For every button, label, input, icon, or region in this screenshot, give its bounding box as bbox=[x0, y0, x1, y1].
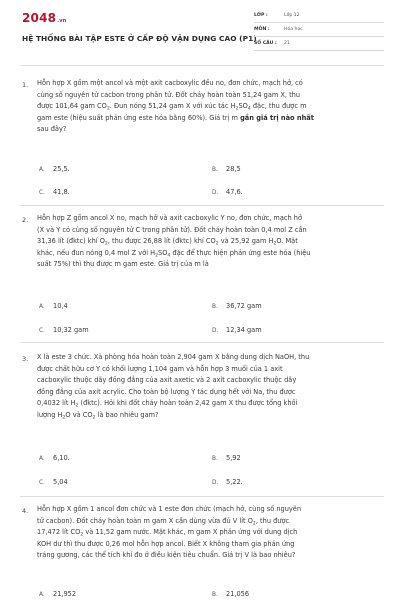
answer-option-c[interactable]: C. 10,32 gam bbox=[39, 326, 89, 334]
answer-option-a[interactable]: A. 21,952 bbox=[39, 590, 77, 598]
question-line: Hỗn hợp X gồm một ancol và một axit cacboxylic đều no, đơn chức, mạch hở, có bbox=[37, 79, 303, 87]
divider bbox=[20, 496, 384, 497]
question-text bbox=[37, 504, 388, 562]
question-text bbox=[37, 352, 388, 421]
answer-option-b[interactable]: B. 36,72 gam bbox=[212, 302, 262, 310]
answer-option-b[interactable]: B. 28,5 bbox=[212, 165, 241, 173]
meta-subject-row bbox=[254, 23, 384, 37]
question-line: (X và Y có cùng số nguyên tử C trong phân tử). Đốt cháy hoàn toàn 0,4 mol Z cần bbox=[37, 225, 307, 234]
question-line: X là este 3 chức. Xà phòng hóa hoàn toàn 2,904 gam X bằng dung dịch NaOH, thu bbox=[37, 353, 310, 361]
answer-option-b[interactable]: B. 21,056 bbox=[212, 590, 250, 598]
answer-option-a[interactable]: A. 25,5. bbox=[39, 165, 70, 173]
question-number: 2. bbox=[22, 216, 29, 224]
question-line: 17,472 lít $CO_2$ và 11,52 gam nước. Mặt khác, m gam X phản ứng với dung dịch bbox=[37, 528, 298, 538]
question-line: tráng gương, các thể tích khí đo ở điều kiện tiêu chuẩn. Giá trị V là bao nhiêu? bbox=[37, 551, 296, 559]
question-number: 3. bbox=[22, 355, 29, 363]
divider bbox=[20, 342, 384, 343]
meta-value: 21 bbox=[284, 41, 290, 46]
meta-label: SỐ CÂU : bbox=[254, 41, 277, 46]
question-line: suất 75%) thì thu được m gam este. Giá trị của m là bbox=[37, 260, 209, 268]
meta-count-row bbox=[254, 37, 384, 51]
answer-option-d[interactable]: D. 5,22. bbox=[212, 478, 243, 486]
question-line: được 101,64 gam $CO_2$. Đun nóng 51,24 gam X với xúc tác $H_2SO_4$ đặc, thu được m bbox=[37, 102, 307, 112]
answer-option-c[interactable]: C. 41,8. bbox=[39, 188, 70, 196]
answer-option-d[interactable]: D. 12,34 gam bbox=[212, 326, 262, 334]
meta-class-row bbox=[254, 9, 384, 23]
question-number: 1. bbox=[22, 81, 29, 89]
question-line: 0,4032 lít $H_2$ (đktc). Hỏi khi đốt cháy hoàn toàn 2,42 gam X thu được tổng khối bbox=[37, 399, 298, 409]
question-line: cùng số nguyên tử cacbon trong phân tử. Đốt cháy hoàn toàn 51,24 gam X, thu bbox=[37, 90, 301, 99]
document-meta bbox=[254, 9, 384, 51]
question-line: KOH dư thì thu được 0,26 mol hỗn hợp ancol. Biết X không tham gia phản ứng bbox=[37, 539, 295, 548]
meta-value: Hóa học bbox=[284, 27, 303, 32]
question-line: lượng $H_2O$ và $CO_2$ là bao nhiêu gam? bbox=[37, 410, 159, 420]
question-line: cacboxylic thuộc dãy đồng đẳng của axit axetic và 2 axit cacboxylic thuộc dãy bbox=[37, 376, 297, 384]
page-header bbox=[0, 0, 400, 62]
answer-option-c[interactable]: C. 5,04 bbox=[39, 478, 68, 486]
question-line: đồng đẳng của axit acrylic. Cho toàn bộ lượng Y tác dụng hết với Na, thu được bbox=[37, 387, 296, 396]
answer-option-a[interactable]: A. 6,10. bbox=[39, 454, 70, 462]
meta-value: Lớp 12 bbox=[284, 13, 300, 18]
meta-label: LỚP : bbox=[254, 13, 268, 18]
question-text bbox=[37, 213, 388, 271]
question-line: Hỗn hợp X gồm 1 ancol đơn chức và 1 este đơn chức (mạch hở, cùng số nguyên bbox=[37, 505, 302, 513]
site-logo[interactable]: 2048.vn bbox=[22, 11, 67, 25]
answer-option-a[interactable]: A. 10,4 bbox=[39, 302, 68, 310]
question-number: 4. bbox=[22, 507, 29, 515]
divider bbox=[20, 205, 384, 206]
question-line: sau đây? bbox=[37, 125, 67, 133]
question-line: 31,36 lít (đktc) khí $O_2$, thu được 26,88 lít (đktc) khí $CO_2$ và 25,92 gam $H_2O$. Mặt bbox=[37, 237, 298, 247]
question-line: gam este (hiệu suất phản ứng este hóa bằng 60%). Giá trị m gần giá trị nào nhất bbox=[37, 113, 314, 122]
question-line: khác, nếu đun nóng 0,4 mol Z với $H_2SO_4$ đặc để thực hiện phản ứng este hóa (hiệu bbox=[37, 248, 311, 258]
meta-label: MÔN : bbox=[254, 27, 270, 32]
divider bbox=[20, 65, 384, 66]
answer-option-d[interactable]: D. 47,6. bbox=[212, 188, 243, 196]
question-line: Hỗn hợp Z gồm ancol X no, mạch hở và axit cacboxylic Y no, đơn chức, mạch hở bbox=[37, 214, 303, 222]
document-title: HỆ THỐNG BÀI TẬP ESTE Ở CẤP ĐỘ VẬN DỤNG CAO (P1) bbox=[22, 34, 257, 43]
answer-option-b[interactable]: B. 5,92 bbox=[212, 454, 241, 462]
question-text bbox=[37, 78, 388, 136]
question-line: được chất hữu cơ Y có khối lượng 1,104 gam và hỗn hợp 3 muối của 1 axit bbox=[37, 364, 283, 373]
question-line: tử cacbon). Đốt cháy hoàn toàn m gam X cần dùng vừa đủ V lít $O_2$, thu được bbox=[37, 516, 290, 526]
